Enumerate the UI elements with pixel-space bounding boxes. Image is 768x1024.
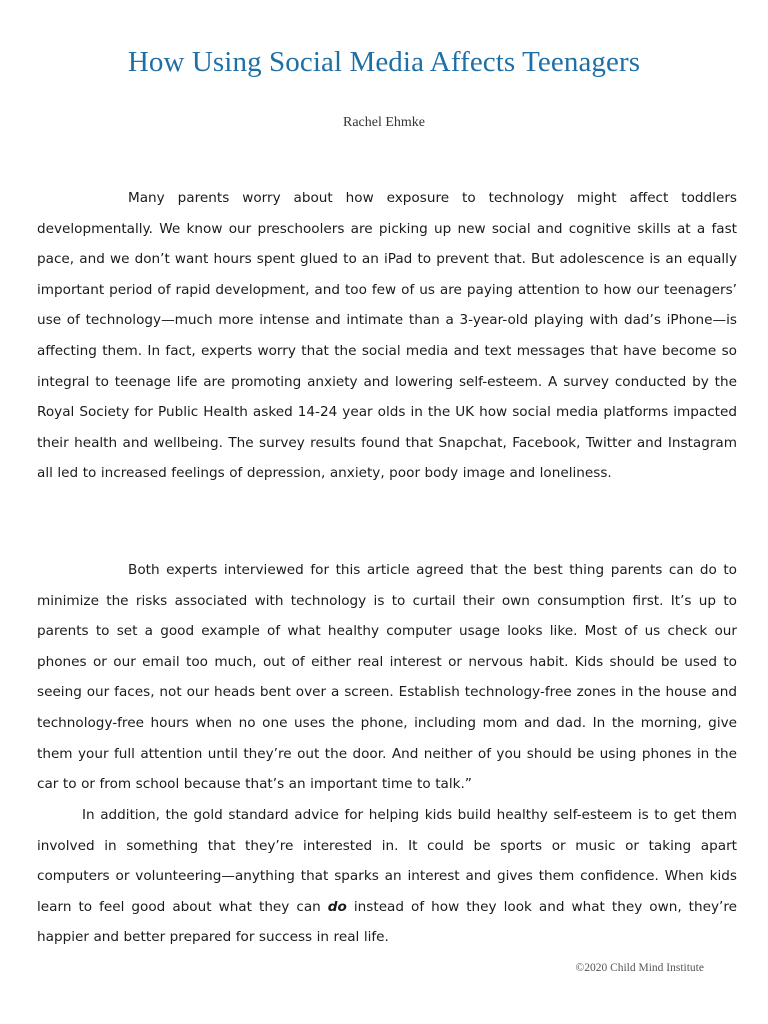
emphasis-do: do xyxy=(327,898,347,915)
paragraph-self-esteem-text-start: In addition, the gold standard advice for helping kids build healthy self-esteem is to get them involved in something that they’re interested in. It could be sports or music or taking apart computers or volunteering—anything that sparks an interest and gives them confidence. When kids learn to feel good about what they can xyxy=(37,807,737,915)
paragraph-experts: Both experts interviewed for this article agreed that the best thing parents can do to minimize the risks associated with technology is to curtail their own consumption first. It’s up to parents to set a good example of what healthy computer usage looks like. Most of us check our phones or our email too much, out of either real interest or nervous habit. Kids should be used to seeing our faces, not our heads bent over a screen. Establish technology-free zones in the house and technology-free hours when no one uses the phone, including mom and dad. In the morning, give them your full attention until they’re out the door. And neither of you should be using phones in the car to or from school because that’s an important time to talk.” xyxy=(37,562,737,793)
paragraph-self-esteem xyxy=(37,800,737,953)
paragraph-intro: Many parents worry about how exposure to technology might affect toddlers developmentally. We know our preschoolers are picking up new social and cognitive skills at a fast pace, and we don’t want hours spent glued to an iPad to prevent that. But adolescence is an equally important period of rapid development, and too few of us are paying attention to how our teenagers’ use of technology—much more intense and intimate than a 3-year-old playing with dad’s iPhone—is affecting them. In fact, experts worry that the social media and text messages that have become so integral to teenage life are promoting anxiety and lowering self-esteem. A survey conducted by the Royal Society for Public Health asked 14-24 year olds in the UK how social media platforms impacted their health and wellbeing. The survey results found that Snapchat, Facebook, Twitter and Instagram all led to increased feelings of depression, anxiety, poor body image and loneliness. xyxy=(37,190,737,482)
paragraph-self-esteem-text-end: instead of how they look and what they own, they’re happier and better prepared for success in real life. xyxy=(37,898,737,946)
copyright-footer: ©2020 Child Mind Institute xyxy=(575,962,704,974)
author-byline: Rachel Ehmke xyxy=(342,115,426,130)
page-title: How Using Social Media Affects Teenagers xyxy=(127,46,641,78)
